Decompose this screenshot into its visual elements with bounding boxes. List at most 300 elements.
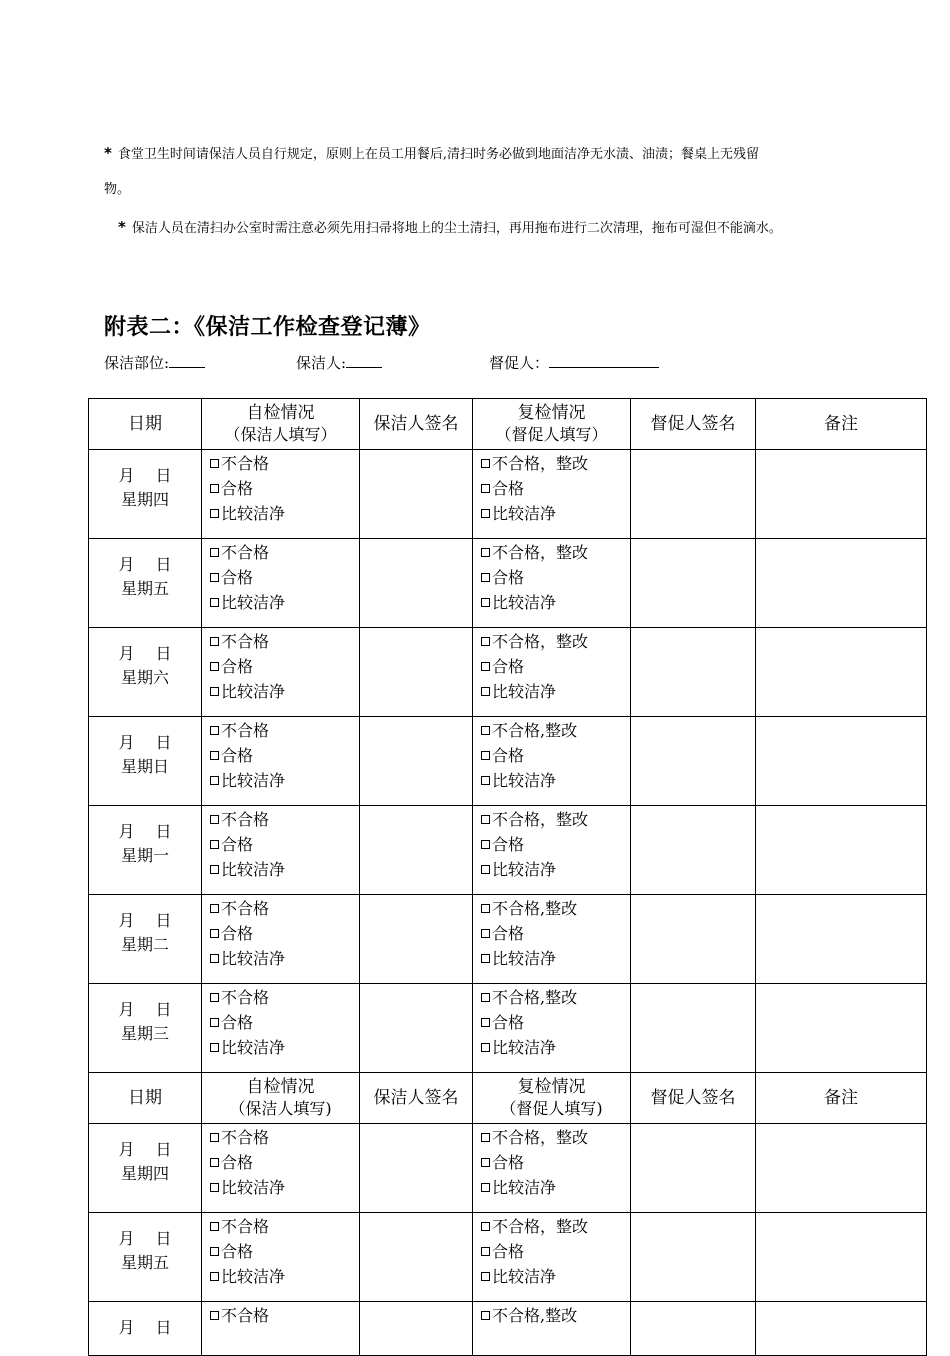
option-label: 不合格，整改: [492, 543, 589, 562]
option-label: 比较洁净: [221, 1038, 286, 1057]
self-check-cell: [202, 628, 360, 717]
weekday: 星期五: [120, 1253, 169, 1272]
checkbox-option[interactable]: [481, 540, 630, 565]
option-label: 合格: [492, 1242, 525, 1261]
checkbox-option[interactable]: [210, 807, 359, 832]
option-label: 不合格: [221, 899, 270, 918]
checkbox-icon[interactable]: [210, 726, 219, 735]
option-label: 不合格,整改: [492, 721, 578, 740]
checkbox-option[interactable]: [210, 476, 359, 501]
date-cell: [89, 539, 202, 628]
checkbox-option[interactable]: [210, 1239, 359, 1264]
remarks-cell[interactable]: [756, 984, 927, 1073]
checkbox-option[interactable]: [481, 921, 630, 946]
option-label: 不合格: [221, 632, 270, 651]
date-cell: [89, 895, 202, 984]
option-label: 比较洁净: [221, 949, 286, 968]
checkbox-icon[interactable]: [481, 954, 490, 963]
recheck-cell: [473, 1213, 631, 1302]
checkbox-option[interactable]: [210, 501, 359, 526]
option-label: 合格: [492, 568, 525, 587]
checkbox-icon[interactable]: [210, 904, 219, 913]
checkbox-icon[interactable]: [481, 993, 490, 1002]
header-recheck-label: 复检情况: [517, 403, 586, 423]
checkbox-icon[interactable]: [481, 840, 490, 849]
self-check-cell: [202, 1302, 360, 1356]
option-label: 比较洁净: [492, 949, 557, 968]
checkbox-option[interactable]: [210, 832, 359, 857]
checkbox-icon[interactable]: [481, 776, 490, 785]
table-row: [89, 984, 927, 1073]
self-check-cell: [202, 1213, 360, 1302]
header-recheck-sub: （督促人填写）: [495, 425, 608, 444]
date-cell: [89, 628, 202, 717]
remarks-cell[interactable]: [756, 539, 927, 628]
checkbox-icon[interactable]: [210, 993, 219, 1002]
table-header-row: [89, 1073, 927, 1124]
checkbox-option[interactable]: [481, 1214, 630, 1239]
cleaner-sign-cell[interactable]: [360, 628, 473, 717]
checkbox-option[interactable]: [210, 1175, 359, 1200]
checkbox-option[interactable]: [210, 1303, 359, 1328]
checkbox-icon[interactable]: [210, 865, 219, 874]
option-label: 合格: [221, 1013, 254, 1032]
self-check-cell: [202, 717, 360, 806]
checkbox-option[interactable]: [481, 718, 630, 743]
header-cleaner-sign: [360, 1073, 473, 1124]
option-label: 合格: [221, 479, 254, 498]
weekday: 星期日: [120, 757, 169, 776]
option-label: 比较洁净: [221, 1178, 286, 1197]
self-check-cell: [202, 895, 360, 984]
month-day: 月 日: [118, 1140, 172, 1159]
recheck-cell: [473, 1124, 631, 1213]
checkbox-option[interactable]: [210, 946, 359, 971]
checkbox-option[interactable]: [210, 540, 359, 565]
date-cell: [89, 806, 202, 895]
checkbox-icon[interactable]: [481, 1133, 490, 1142]
option-label: 比较洁净: [492, 1267, 557, 1286]
checkbox-icon[interactable]: [481, 598, 490, 607]
header-recheck-sub: （督促人填写): [500, 1099, 603, 1118]
note-canteen: [104, 144, 854, 164]
checkbox-option[interactable]: [210, 1214, 359, 1239]
option-label: 比较洁净: [221, 682, 286, 701]
table-row: [89, 717, 927, 806]
asterisk-icon: *: [118, 218, 126, 236]
recheck-cell: [473, 717, 631, 806]
option-label: 不合格,整改: [492, 1306, 578, 1325]
header-remarks: [756, 1073, 927, 1124]
option-label: 合格: [492, 835, 525, 854]
self-check-cell: [202, 1124, 360, 1213]
checkbox-icon[interactable]: [210, 1043, 219, 1052]
option-label: 合格: [492, 746, 525, 765]
checkbox-icon[interactable]: [481, 1222, 490, 1231]
month-day: 月 日: [118, 1318, 172, 1337]
self-check-cell: [202, 450, 360, 539]
cleaner-blank[interactable]: [346, 352, 382, 368]
checkbox-option[interactable]: [481, 1125, 630, 1150]
supervisor-blank[interactable]: [549, 352, 659, 368]
checkbox-option[interactable]: [481, 743, 630, 768]
option-label: 比较洁净: [221, 593, 286, 612]
checkbox-icon[interactable]: [210, 1311, 219, 1320]
month-day: 月 日: [118, 1000, 172, 1019]
option-label: 不合格,整改: [492, 899, 578, 918]
checkbox-icon[interactable]: [481, 459, 490, 468]
option-label: 合格: [221, 657, 254, 676]
checkbox-icon[interactable]: [481, 904, 490, 913]
header-supervisor-sign: [631, 1073, 756, 1124]
form-meta: [104, 352, 804, 374]
date-cell: [89, 1302, 202, 1356]
weekday: 星期三: [120, 1024, 169, 1043]
supervisor-sign-cell[interactable]: [631, 450, 756, 539]
table-row: [89, 806, 927, 895]
checkbox-icon[interactable]: [210, 929, 219, 938]
checkbox-icon[interactable]: [210, 840, 219, 849]
checkbox-icon[interactable]: [210, 459, 219, 468]
checkbox-icon[interactable]: [481, 815, 490, 824]
checkbox-option[interactable]: [210, 1125, 359, 1150]
checkbox-option[interactable]: [210, 654, 359, 679]
self-check-cell: [202, 806, 360, 895]
option-label: 比较洁净: [221, 1267, 286, 1286]
checkbox-icon[interactable]: [481, 509, 490, 518]
recheck-cell: [473, 984, 631, 1073]
checkbox-icon[interactable]: [481, 1043, 490, 1052]
supervisor-sign-cell[interactable]: [631, 628, 756, 717]
supervisor-sign-cell[interactable]: [631, 1213, 756, 1302]
table-row: [89, 895, 927, 984]
option-label: 不合格，整改: [492, 632, 589, 651]
supervisor-field: [489, 352, 659, 373]
checkbox-option[interactable]: [481, 501, 630, 526]
checkbox-icon[interactable]: [210, 548, 219, 557]
header-self-check: [202, 1073, 360, 1124]
weekday: 星期五: [120, 579, 169, 598]
remarks-cell[interactable]: [756, 806, 927, 895]
cleaner-sign-cell[interactable]: [360, 806, 473, 895]
table-header-row: [89, 399, 927, 450]
header-self-check-label: 自检情况: [246, 1077, 315, 1097]
checkbox-option[interactable]: [481, 946, 630, 971]
option-label: 比较洁净: [492, 771, 557, 790]
option-label: 合格: [492, 1153, 525, 1172]
checkbox-icon[interactable]: [481, 687, 490, 696]
header-self-check-sub: （保洁人填写): [229, 1099, 332, 1118]
checkbox-icon[interactable]: [481, 548, 490, 557]
checkbox-icon[interactable]: [210, 815, 219, 824]
option-label: 比较洁净: [492, 593, 557, 612]
checkbox-icon[interactable]: [210, 1272, 219, 1281]
checkbox-option[interactable]: [481, 985, 630, 1010]
option-label: 比较洁净: [492, 1178, 557, 1197]
option-label: 比较洁净: [492, 1038, 557, 1057]
header-remarks-label: 备注: [824, 1088, 858, 1108]
remarks-cell[interactable]: [756, 450, 927, 539]
checkbox-option[interactable]: [210, 1264, 359, 1289]
header-supervisor-sign-label: 督促人签名: [650, 1088, 736, 1108]
checkbox-option[interactable]: [210, 1035, 359, 1060]
checkbox-option[interactable]: [481, 629, 630, 654]
checkbox-icon[interactable]: [210, 1222, 219, 1231]
cleaner-sign-cell[interactable]: [360, 717, 473, 806]
checkbox-icon[interactable]: [481, 929, 490, 938]
checkbox-option[interactable]: [481, 565, 630, 590]
checkbox-icon[interactable]: [210, 637, 219, 646]
remarks-cell[interactable]: [756, 1124, 927, 1213]
weekday: 星期四: [120, 1164, 169, 1183]
recheck-cell: [473, 895, 631, 984]
remarks-cell[interactable]: [756, 628, 927, 717]
recheck-cell: [473, 450, 631, 539]
table-row: [89, 1213, 927, 1302]
option-label: 比较洁净: [492, 682, 557, 701]
recheck-cell: [473, 806, 631, 895]
weekday: 星期六: [120, 668, 169, 687]
date-cell: [89, 450, 202, 539]
header-date: [89, 1073, 202, 1124]
month-day: 月 日: [118, 555, 172, 574]
header-remarks: [756, 399, 927, 450]
header-recheck: [473, 399, 631, 450]
month-day: 月 日: [118, 911, 172, 930]
checkbox-icon[interactable]: [210, 1158, 219, 1167]
header-cleaner-sign: [360, 399, 473, 450]
checkbox-option[interactable]: [210, 679, 359, 704]
checkbox-icon[interactable]: [481, 1311, 490, 1320]
checkbox-icon[interactable]: [481, 1018, 490, 1027]
supervisor-sign-cell[interactable]: [631, 1124, 756, 1213]
inspection-table: [88, 398, 927, 1356]
header-self-check-label: 自检情况: [246, 403, 315, 423]
option-label: 合格: [221, 746, 254, 765]
recheck-cell: [473, 539, 631, 628]
option-label: 不合格: [221, 1128, 270, 1147]
date-cell: [89, 1213, 202, 1302]
recheck-cell: [473, 1302, 631, 1356]
option-label: 合格: [221, 1242, 254, 1261]
checkbox-icon[interactable]: [210, 484, 219, 493]
checkbox-icon[interactable]: [481, 573, 490, 582]
checkbox-icon[interactable]: [481, 751, 490, 760]
header-cleaner-sign-label: 保洁人签名: [373, 414, 459, 434]
self-check-cell: [202, 984, 360, 1073]
checkbox-option[interactable]: [481, 476, 630, 501]
checkbox-option[interactable]: [481, 1175, 630, 1200]
header-cleaner-sign-label: 保洁人签名: [373, 1088, 459, 1108]
option-label: 比较洁净: [492, 504, 557, 523]
option-label: 不合格: [221, 1217, 270, 1236]
checkbox-icon[interactable]: [210, 1018, 219, 1027]
checkbox-icon[interactable]: [210, 662, 219, 671]
checkbox-icon[interactable]: [210, 954, 219, 963]
option-label: 不合格: [221, 454, 270, 473]
cleaner-sign-cell[interactable]: [360, 1124, 473, 1213]
remarks-cell[interactable]: [756, 717, 927, 806]
option-label: 不合格,整改: [492, 988, 578, 1007]
note-canteen-text: 食堂卫生时间请保洁人员自行规定，原则上在员工用餐后,清扫时务必做到地面洁净无水渍、油渍；餐桌上无残留: [117, 147, 759, 162]
option-label: 合格: [492, 924, 525, 943]
checkbox-option[interactable]: [481, 1010, 630, 1035]
checkbox-icon[interactable]: [481, 1272, 490, 1281]
table-row: [89, 539, 927, 628]
header-remarks-label: 备注: [824, 414, 858, 434]
checkbox-option[interactable]: [481, 590, 630, 615]
header-self-check-sub: （保洁人填写）: [224, 425, 337, 444]
date-cell: [89, 1124, 202, 1213]
checkbox-option[interactable]: [210, 565, 359, 590]
supervisor-sign-cell[interactable]: [631, 984, 756, 1073]
supervisor-label: 督促人：: [489, 354, 550, 372]
option-label: 不合格: [221, 988, 270, 1007]
option-label: 不合格，整改: [492, 1128, 589, 1147]
remarks-cell[interactable]: [756, 1302, 927, 1356]
month-day: 月 日: [118, 822, 172, 841]
table-row: [89, 450, 927, 539]
checkbox-icon[interactable]: [481, 1183, 490, 1192]
option-label: 合格: [221, 1153, 254, 1172]
checkbox-icon[interactable]: [210, 509, 219, 518]
checkbox-option[interactable]: [481, 1150, 630, 1175]
checkbox-option[interactable]: [481, 807, 630, 832]
asterisk-icon: *: [104, 144, 112, 162]
weekday: 星期一: [120, 846, 169, 865]
month-day: 月 日: [118, 733, 172, 752]
checkbox-option[interactable]: [210, 921, 359, 946]
checkbox-option[interactable]: [210, 1150, 359, 1175]
cleaner-sign-cell[interactable]: [360, 984, 473, 1073]
table-row: [89, 628, 927, 717]
option-label: 不合格: [221, 1306, 270, 1325]
option-label: 不合格: [221, 543, 270, 562]
date-cell: [89, 717, 202, 806]
header-recheck: [473, 1073, 631, 1124]
option-label: 比较洁净: [492, 860, 557, 879]
checkbox-icon[interactable]: [481, 484, 490, 493]
option-label: 比较洁净: [221, 771, 286, 790]
cleaner-field: [296, 352, 382, 373]
checkbox-option[interactable]: [481, 896, 630, 921]
checkbox-option[interactable]: [210, 857, 359, 882]
checkbox-option[interactable]: [210, 629, 359, 654]
supervisor-sign-cell[interactable]: [631, 895, 756, 984]
checkbox-icon[interactable]: [210, 687, 219, 696]
checkbox-option[interactable]: [210, 985, 359, 1010]
checkbox-icon[interactable]: [481, 1247, 490, 1256]
checkbox-option[interactable]: [481, 451, 630, 476]
checkbox-icon[interactable]: [481, 865, 490, 874]
checkbox-option[interactable]: [210, 896, 359, 921]
month-day: 月 日: [118, 466, 172, 485]
checkbox-option[interactable]: [481, 1239, 630, 1264]
checkbox-icon[interactable]: [481, 662, 490, 671]
checkbox-option[interactable]: [481, 679, 630, 704]
checkbox-option[interactable]: [210, 743, 359, 768]
checkbox-option[interactable]: [481, 1303, 630, 1328]
cleaner-sign-cell[interactable]: [360, 539, 473, 628]
cleaner-sign-cell[interactable]: [360, 1213, 473, 1302]
checkbox-option[interactable]: [481, 1264, 630, 1289]
checkbox-option[interactable]: [481, 654, 630, 679]
note-canteen-continuation: 物。: [104, 182, 131, 197]
checkbox-icon[interactable]: [481, 726, 490, 735]
page-title: 附表二：《保洁工作检查登记薄》: [104, 314, 431, 340]
option-label: 不合格，整改: [492, 1217, 589, 1236]
note-office-text: 保洁人员在清扫办公室时需注意必须先用扫帚将地上的尘土清扫，再用拖布进行二次清理，拖布可湿但不能滴水。: [131, 221, 782, 236]
checkbox-icon[interactable]: [210, 1133, 219, 1142]
header-supervisor-sign: [631, 399, 756, 450]
checkbox-option[interactable]: [210, 718, 359, 743]
table-row: [89, 1124, 927, 1213]
option-label: 合格: [221, 835, 254, 854]
checkbox-icon[interactable]: [210, 1183, 219, 1192]
header-date-label: 日期: [128, 414, 162, 434]
supervisor-sign-cell[interactable]: [631, 1302, 756, 1356]
checkbox-icon[interactable]: [210, 598, 219, 607]
checkbox-icon[interactable]: [481, 1158, 490, 1167]
option-label: 合格: [221, 924, 254, 943]
option-label: 不合格: [221, 721, 270, 740]
option-label: 合格: [492, 657, 525, 676]
checkbox-option[interactable]: [210, 590, 359, 615]
checkbox-option[interactable]: [210, 1010, 359, 1035]
option-label: 比较洁净: [221, 504, 286, 523]
cleaner-sign-cell[interactable]: [360, 450, 473, 539]
checkbox-icon[interactable]: [481, 637, 490, 646]
self-check-cell: [202, 539, 360, 628]
option-label: 合格: [492, 479, 525, 498]
header-recheck-label: 复检情况: [517, 1077, 586, 1097]
cleaner-sign-cell[interactable]: [360, 1302, 473, 1356]
header-date: [89, 399, 202, 450]
option-label: 合格: [221, 568, 254, 587]
weekday: 星期二: [120, 935, 169, 954]
month-day: 月 日: [118, 644, 172, 663]
supervisor-sign-cell[interactable]: [631, 539, 756, 628]
table-row: [89, 1302, 927, 1356]
checkbox-option[interactable]: [210, 768, 359, 793]
header-date-label: 日期: [128, 1088, 162, 1108]
checkbox-option[interactable]: [481, 768, 630, 793]
header-supervisor-sign-label: 督促人签名: [650, 414, 736, 434]
checkbox-icon[interactable]: [210, 573, 219, 582]
supervisor-sign-cell[interactable]: [631, 717, 756, 806]
checkbox-option[interactable]: [210, 451, 359, 476]
remarks-cell[interactable]: [756, 895, 927, 984]
supervisor-sign-cell[interactable]: [631, 806, 756, 895]
remarks-cell[interactable]: [756, 1213, 927, 1302]
header-self-check: [202, 399, 360, 450]
cleaner-sign-cell[interactable]: [360, 895, 473, 984]
checkbox-option[interactable]: [481, 857, 630, 882]
option-label: 合格: [492, 1013, 525, 1032]
checkbox-option[interactable]: [481, 832, 630, 857]
recheck-cell: [473, 628, 631, 717]
checkbox-icon[interactable]: [210, 1247, 219, 1256]
checkbox-icon[interactable]: [210, 751, 219, 760]
weekday: 星期四: [120, 490, 169, 509]
department-blank[interactable]: [169, 352, 205, 368]
date-cell: [89, 984, 202, 1073]
option-label: 不合格，整改: [492, 810, 589, 829]
checkbox-option[interactable]: [481, 1035, 630, 1060]
department-field: [104, 352, 205, 373]
option-label: 不合格: [221, 810, 270, 829]
checkbox-icon[interactable]: [210, 776, 219, 785]
